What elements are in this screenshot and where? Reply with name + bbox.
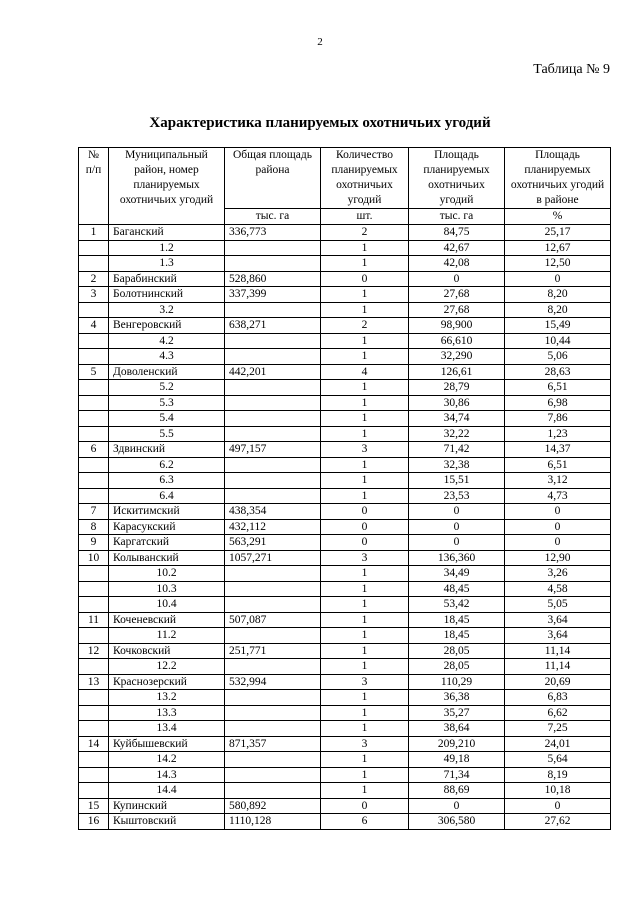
grounds-area-cell: 18,45 [409,612,505,628]
row-number-cell [79,473,109,489]
grounds-area-cell: 53,42 [409,597,505,613]
district-area-cell [225,659,321,675]
district-name-cell: Купинский [109,798,225,814]
table-row [79,783,611,799]
grounds-count-cell: 1 [321,659,409,675]
district-area-cell [225,426,321,442]
row-number-cell: 8 [79,519,109,535]
district-area-cell [225,349,321,365]
row-number-cell [79,581,109,597]
grounds-count-cell: 2 [321,318,409,334]
table-row [79,225,611,241]
grounds-area-cell: 0 [409,519,505,535]
row-number-cell [79,411,109,427]
grounds-count-cell: 4 [321,364,409,380]
hunting-ground-id-cell: 11.2 [109,628,225,644]
grounds-area-cell: 71,42 [409,442,505,458]
grounds-area-cell: 88,69 [409,783,505,799]
grounds-percent-cell: 6,51 [505,457,611,473]
row-number-cell [79,240,109,256]
hunting-ground-id-cell: 6.3 [109,473,225,489]
row-number-cell: 4 [79,318,109,334]
row-number-cell: 6 [79,442,109,458]
column-header: Муниципальный район, номер планируемых охотничьих угодий [109,148,225,209]
row-number-cell [79,690,109,706]
district-name-cell: Доволенский [109,364,225,380]
district-area-cell: 638,271 [225,318,321,334]
hunting-ground-id-cell: 6.4 [109,488,225,504]
table-row [79,380,611,396]
grounds-area-cell: 34,74 [409,411,505,427]
grounds-percent-cell: 5,05 [505,597,611,613]
row-number-cell: 5 [79,364,109,380]
district-name-cell: Карасукский [109,519,225,535]
district-area-cell: 580,892 [225,798,321,814]
district-area-cell [225,473,321,489]
row-number-cell [79,395,109,411]
table-row [79,659,611,675]
grounds-percent-cell: 12,67 [505,240,611,256]
grounds-area-cell: 18,45 [409,628,505,644]
table-body [79,225,611,830]
grounds-count-cell: 1 [321,411,409,427]
grounds-area-cell: 15,51 [409,473,505,489]
grounds-count-cell: 1 [321,349,409,365]
grounds-area-cell: 28,05 [409,643,505,659]
row-number-cell: 10 [79,550,109,566]
hunting-ground-id-cell: 12.2 [109,659,225,675]
district-name-cell: Искитимский [109,504,225,520]
district-area-cell: 497,157 [225,442,321,458]
column-header: Площадь планируемых охотничьих угодий [409,148,505,209]
grounds-area-cell: 48,45 [409,581,505,597]
district-area-cell [225,457,321,473]
grounds-percent-cell: 3,12 [505,473,611,489]
district-area-cell [225,240,321,256]
grounds-percent-cell: 4,58 [505,581,611,597]
grounds-percent-cell: 12,90 [505,550,611,566]
grounds-percent-cell: 14,37 [505,442,611,458]
grounds-area-cell: 126,61 [409,364,505,380]
hunting-ground-id-cell: 13.2 [109,690,225,706]
grounds-percent-cell: 8,19 [505,767,611,783]
column-unit: % [505,209,611,225]
district-area-cell [225,721,321,737]
grounds-percent-cell: 0 [505,535,611,551]
grounds-count-cell: 0 [321,519,409,535]
grounds-count-cell: 1 [321,721,409,737]
row-number-cell [79,488,109,504]
column-header: № п/п [79,148,109,209]
row-number-cell [79,256,109,272]
grounds-count-cell: 1 [321,783,409,799]
table-row [79,473,611,489]
grounds-area-cell: 28,79 [409,380,505,396]
grounds-percent-cell: 12,50 [505,256,611,272]
hunting-ground-id-cell: 6.2 [109,457,225,473]
table-row [79,395,611,411]
grounds-count-cell: 1 [321,752,409,768]
grounds-count-cell: 0 [321,798,409,814]
district-area-cell: 438,354 [225,504,321,520]
hunting-ground-id-cell: 10.3 [109,581,225,597]
table-units-row [79,209,611,225]
grounds-percent-cell: 0 [505,519,611,535]
grounds-area-cell: 0 [409,504,505,520]
grounds-percent-cell: 5,06 [505,349,611,365]
table-label: Таблица № 9 [533,62,610,77]
grounds-area-cell: 66,610 [409,333,505,349]
hunting-ground-id-cell: 14.2 [109,752,225,768]
row-number-cell: 15 [79,798,109,814]
grounds-percent-cell: 3,64 [505,628,611,644]
row-number-cell: 11 [79,612,109,628]
column-unit: тыс. га [225,209,321,225]
district-area-cell: 1110,128 [225,814,321,830]
district-area-cell: 251,771 [225,643,321,659]
hunting-ground-id-cell: 1.2 [109,240,225,256]
hunting-ground-id-cell: 13.4 [109,721,225,737]
table-row [79,349,611,365]
district-name-cell: Кыштовский [109,814,225,830]
row-number-cell: 12 [79,643,109,659]
table-row [79,519,611,535]
row-number-cell: 14 [79,736,109,752]
table-row [79,364,611,380]
grounds-count-cell: 2 [321,225,409,241]
district-name-cell: Кочковский [109,643,225,659]
grounds-area-cell: 34,49 [409,566,505,582]
grounds-area-cell: 23,53 [409,488,505,504]
hunting-ground-id-cell: 13.3 [109,705,225,721]
grounds-area-cell: 209,210 [409,736,505,752]
grounds-percent-cell: 6,51 [505,380,611,396]
row-number-cell [79,783,109,799]
district-name-cell: Барабинский [109,271,225,287]
table-row [79,798,611,814]
grounds-area-cell: 27,68 [409,287,505,303]
grounds-percent-cell: 6,62 [505,705,611,721]
grounds-area-cell: 38,64 [409,721,505,737]
grounds-count-cell: 1 [321,690,409,706]
district-area-cell: 871,357 [225,736,321,752]
grounds-percent-cell: 8,20 [505,287,611,303]
district-area-cell [225,411,321,427]
grounds-percent-cell: 11,14 [505,643,611,659]
column-header: Количество планируемых охотничьих угодий [321,148,409,209]
grounds-area-cell: 32,290 [409,349,505,365]
row-number-cell [79,380,109,396]
district-name-cell: Коченевский [109,612,225,628]
grounds-area-cell: 0 [409,271,505,287]
district-area-cell: 337,399 [225,287,321,303]
table-row [79,752,611,768]
row-number-cell [79,349,109,365]
grounds-area-cell: 110,29 [409,674,505,690]
grounds-area-cell: 42,67 [409,240,505,256]
grounds-percent-cell: 24,01 [505,736,611,752]
grounds-percent-cell: 28,63 [505,364,611,380]
table-row [79,612,611,628]
grounds-count-cell: 1 [321,426,409,442]
column-unit [79,209,109,225]
district-area-cell [225,395,321,411]
grounds-count-cell: 1 [321,628,409,644]
district-area-cell: 528,860 [225,271,321,287]
grounds-area-cell: 306,580 [409,814,505,830]
row-number-cell: 7 [79,504,109,520]
table-row [79,411,611,427]
hunting-ground-id-cell: 4.2 [109,333,225,349]
district-area-cell [225,597,321,613]
column-header: Площадь планируемых охотничьих угодий в районе [505,148,611,209]
grounds-count-cell: 3 [321,736,409,752]
district-area-cell [225,752,321,768]
row-number-cell [79,426,109,442]
district-name-cell: Краснозерский [109,674,225,690]
district-name-cell: Каргатский [109,535,225,551]
grounds-count-cell: 1 [321,767,409,783]
table-row [79,318,611,334]
district-area-cell: 507,087 [225,612,321,628]
row-number-cell [79,597,109,613]
district-area-cell: 432,112 [225,519,321,535]
district-area-cell: 442,201 [225,364,321,380]
grounds-count-cell: 1 [321,380,409,396]
row-number-cell [79,628,109,644]
district-area-cell [225,581,321,597]
row-number-cell [79,752,109,768]
grounds-count-cell: 1 [321,395,409,411]
row-number-cell [79,659,109,675]
hunting-ground-id-cell: 5.5 [109,426,225,442]
grounds-percent-cell: 3,64 [505,612,611,628]
grounds-percent-cell: 0 [505,798,611,814]
district-area-cell [225,783,321,799]
district-name-cell: Колыванский [109,550,225,566]
grounds-area-cell: 30,86 [409,395,505,411]
grounds-area-cell: 71,34 [409,767,505,783]
district-area-cell [225,302,321,318]
grounds-percent-cell: 7,86 [505,411,611,427]
district-area-cell [225,488,321,504]
district-name-cell: Болотнинский [109,287,225,303]
hunting-ground-id-cell: 4.3 [109,349,225,365]
grounds-area-cell: 0 [409,798,505,814]
table-row [79,767,611,783]
grounds-percent-cell: 27,62 [505,814,611,830]
grounds-count-cell: 3 [321,674,409,690]
table-row [79,442,611,458]
grounds-count-cell: 1 [321,566,409,582]
table-row [79,674,611,690]
table-row [79,426,611,442]
table-row [79,287,611,303]
grounds-area-cell: 35,27 [409,705,505,721]
district-name-cell: Куйбышевский [109,736,225,752]
table-row [79,271,611,287]
row-number-cell: 13 [79,674,109,690]
table-row [79,628,611,644]
district-area-cell [225,767,321,783]
grounds-area-cell: 98,900 [409,318,505,334]
column-unit [109,209,225,225]
table-row [79,457,611,473]
table-row [79,333,611,349]
district-area-cell: 532,994 [225,674,321,690]
grounds-percent-cell: 10,18 [505,783,611,799]
hunting-ground-id-cell: 14.4 [109,783,225,799]
table-row [79,256,611,272]
district-area-cell [225,705,321,721]
grounds-count-cell: 1 [321,457,409,473]
hunting-ground-id-cell: 5.4 [109,411,225,427]
grounds-area-cell: 136,360 [409,550,505,566]
grounds-percent-cell: 3,26 [505,566,611,582]
district-area-cell [225,566,321,582]
row-number-cell [79,705,109,721]
grounds-area-cell: 27,68 [409,302,505,318]
grounds-percent-cell: 6,83 [505,690,611,706]
district-area-cell [225,256,321,272]
row-number-cell [79,721,109,737]
table-row [79,814,611,830]
grounds-count-cell: 1 [321,473,409,489]
grounds-percent-cell: 0 [505,271,611,287]
column-unit: тыс. га [409,209,505,225]
table-row [79,550,611,566]
grounds-count-cell: 1 [321,287,409,303]
hunting-grounds-table [78,147,611,830]
table-row [79,705,611,721]
district-area-cell: 563,291 [225,535,321,551]
row-number-cell: 9 [79,535,109,551]
hunting-ground-id-cell: 3.2 [109,302,225,318]
grounds-percent-cell: 6,98 [505,395,611,411]
table-row [79,566,611,582]
grounds-area-cell: 0 [409,535,505,551]
district-area-cell [225,690,321,706]
grounds-area-cell: 32,38 [409,457,505,473]
table-row [79,643,611,659]
hunting-ground-id-cell: 10.2 [109,566,225,582]
table-row [79,504,611,520]
grounds-count-cell: 0 [321,271,409,287]
grounds-count-cell: 0 [321,535,409,551]
grounds-percent-cell: 1,23 [505,426,611,442]
district-area-cell: 336,773 [225,225,321,241]
hunting-ground-id-cell: 10.4 [109,597,225,613]
column-header: Общая площадь района [225,148,321,209]
grounds-count-cell: 1 [321,581,409,597]
district-area-cell [225,380,321,396]
table-row [79,302,611,318]
table-row [79,488,611,504]
grounds-percent-cell: 7,25 [505,721,611,737]
district-name-cell: Здвинский [109,442,225,458]
grounds-count-cell: 1 [321,705,409,721]
row-number-cell: 3 [79,287,109,303]
grounds-percent-cell: 5,64 [505,752,611,768]
row-number-cell [79,767,109,783]
grounds-count-cell: 1 [321,488,409,504]
grounds-percent-cell: 15,49 [505,318,611,334]
district-name-cell: Баганский [109,225,225,241]
grounds-area-cell: 28,05 [409,659,505,675]
grounds-count-cell: 3 [321,550,409,566]
grounds-area-cell: 36,38 [409,690,505,706]
page-number: 2 [317,36,323,48]
grounds-count-cell: 1 [321,612,409,628]
grounds-percent-cell: 20,69 [505,674,611,690]
hunting-ground-id-cell: 5.2 [109,380,225,396]
grounds-percent-cell: 10,44 [505,333,611,349]
grounds-area-cell: 84,75 [409,225,505,241]
grounds-count-cell: 1 [321,333,409,349]
grounds-percent-cell: 0 [505,504,611,520]
grounds-count-cell: 3 [321,442,409,458]
document-title: Характеристика планируемых охотничьих угодий [149,115,491,131]
hunting-ground-id-cell: 5.3 [109,395,225,411]
grounds-count-cell: 6 [321,814,409,830]
table-row [79,736,611,752]
district-area-cell: 1057,271 [225,550,321,566]
district-name-cell: Венгеровский [109,318,225,334]
grounds-count-cell: 1 [321,256,409,272]
table-row [79,581,611,597]
grounds-percent-cell: 25,17 [505,225,611,241]
row-number-cell [79,302,109,318]
column-unit: шт. [321,209,409,225]
grounds-area-cell: 49,18 [409,752,505,768]
row-number-cell: 1 [79,225,109,241]
grounds-percent-cell: 4,73 [505,488,611,504]
row-number-cell [79,333,109,349]
table-row [79,721,611,737]
grounds-percent-cell: 11,14 [505,659,611,675]
grounds-count-cell: 1 [321,240,409,256]
grounds-percent-cell: 8,20 [505,302,611,318]
row-number-cell [79,566,109,582]
hunting-ground-id-cell: 1.3 [109,256,225,272]
row-number-cell: 2 [79,271,109,287]
hunting-ground-id-cell: 14.3 [109,767,225,783]
table-row [79,240,611,256]
table-row [79,597,611,613]
grounds-count-cell: 1 [321,643,409,659]
row-number-cell: 16 [79,814,109,830]
grounds-count-cell: 1 [321,597,409,613]
grounds-count-cell: 0 [321,504,409,520]
row-number-cell [79,457,109,473]
grounds-area-cell: 42,08 [409,256,505,272]
grounds-count-cell: 1 [321,302,409,318]
table-header-row [79,148,611,209]
table-row [79,535,611,551]
district-area-cell [225,628,321,644]
district-area-cell [225,333,321,349]
table-row [79,690,611,706]
grounds-area-cell: 32,22 [409,426,505,442]
